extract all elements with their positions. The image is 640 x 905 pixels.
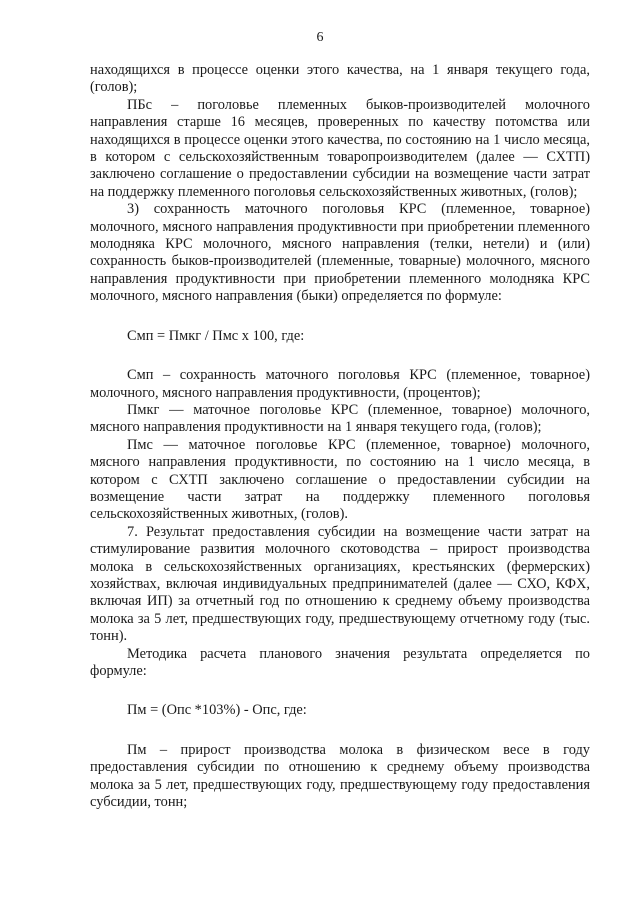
paragraph-pmkg-definition: Пмкг — маточное поголовье КРС (племенное, товарное) молочного, мясного направления продуктивности на 1 января текущего года, (голов); <box>90 401 590 436</box>
formula-pm: Пм = (Опс *103%) - Опс, где: <box>127 702 307 719</box>
page-number: 6 <box>316 30 324 45</box>
paragraph-pms-definition: Пмс — маточное поголовье КРС (племенное, товарное) молочного, мясного направления продуктивности, по состоянию на 1 число месяца, в котором с СХТП заключено соглашение о предоставлении субсидии на возмещение части затрат на поддержку племенного поголовья сельскохозяйственных животных, (голов). <box>90 436 590 523</box>
document-body <box>90 62 590 811</box>
paragraph-item-7: 7. Результат предоставления субсидии на возмещение части затрат на стимулирование развития молочного скотоводства – прирост производства молока в сельскохозяйственных организациях, крестьянских (фермерских) хозяйствах, включая индивидуальных предпринимателей (далее — СХО, КФХ, включая ИП) за отчетный год по отношению к среднему объему производства молока за 5 лет, предшествующих году, предшествующему отчетному году (тыс. тонн). <box>90 523 590 645</box>
formula-smp: Смп = Пмкг / Пмс х 100, где: <box>127 327 305 344</box>
paragraph-item-3: 3) сохранность маточного поголовья КРС (племенное, товарное) молочного, мясного направления продуктивности при приобретении племенного молодняка КРС молочного, мясного направления (телки, нетели) и (или) сохранность быков-производителей (племенные, товарные) молочного, мясного направления продуктивности при приобретении племенного молодняка КРС молочного, мясного направления (быки) определяется по формуле: <box>90 201 590 305</box>
paragraph-method: Методика расчета планового значения результата определяется по формуле: <box>90 645 590 679</box>
paragraph-continuation: находящихся в процессе оценки этого качества, на 1 января текущего года, (голов); <box>90 62 590 96</box>
paragraph-smp-definition: Смп – сохранность маточного поголовья КРС (племенное, товарное) молочного, мясного направления продуктивности, (процентов); <box>90 367 590 401</box>
paragraph-pbs-definition: ПБс – поголовье племенных быков-производителей молочного направления старше 16 месяцев, проверенных по качеству потомства или находящихся в процессе оценки этого качества, по состоянию на 1 число месяца, в котором с сельскохозяйственным товаропроизводителем (далее — СХТП) заключено соглашение о предоставлении субсидии на возмещение части затрат на поддержку племенного поголовья сельскохозяйственных животных, (голов); <box>90 96 590 200</box>
paragraph-pm-definition: Пм – прирост производства молока в физическом весе в году предоставления субсидии по отношению к среднему объему производства молока за 5 лет, предшествующих году, предшествующему году предоставления субсидии, тонн; <box>90 741 590 811</box>
